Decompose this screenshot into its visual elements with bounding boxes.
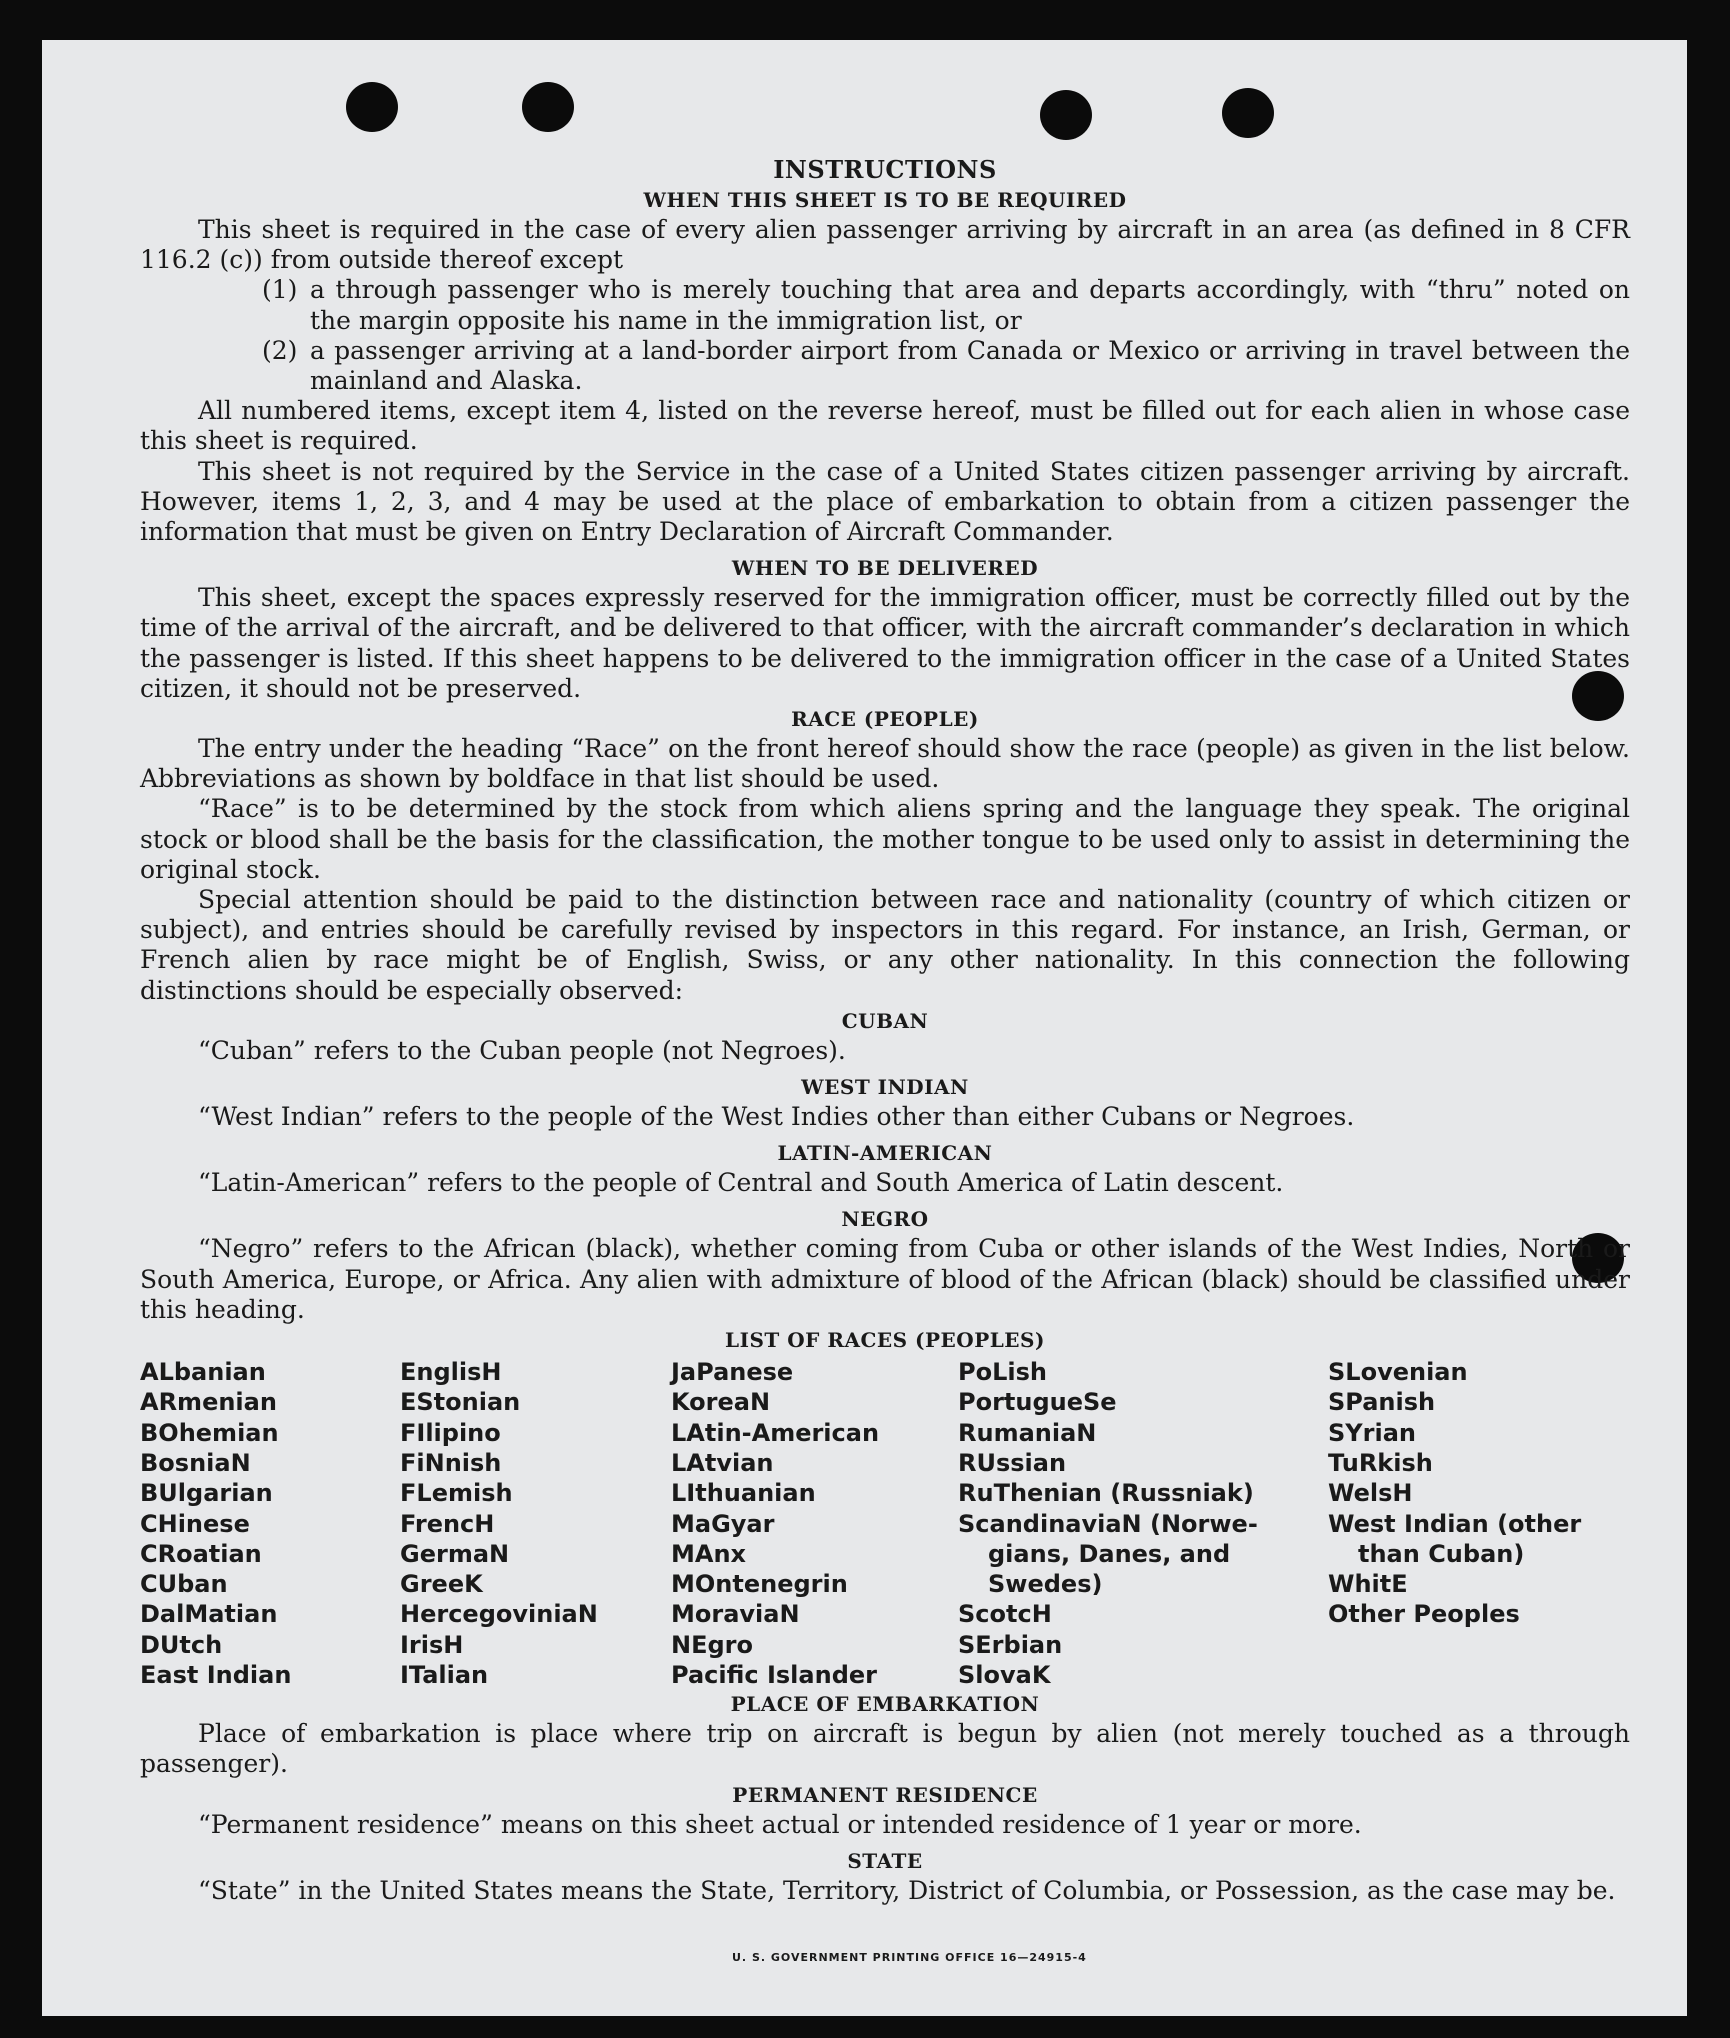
race-entry: SErbian	[958, 1630, 1063, 1659]
document-sheet	[42, 40, 1687, 2016]
section-heading-embarkation: PLACE OF EMBARKATION	[730, 1692, 1040, 1717]
race-entry: ScandinaviaN (Norwe-	[958, 1509, 1258, 1538]
race-entry: RuThenian (Russniak)	[958, 1479, 1254, 1508]
race-entry: RumaniaN	[958, 1418, 1097, 1447]
race-entry: MoraviaN	[671, 1600, 800, 1629]
races-column	[958, 1357, 1258, 1690]
race-entry: RUssian	[958, 1448, 1067, 1477]
race-entry: EnglisH	[400, 1358, 502, 1387]
race-entry: CRoatian	[140, 1539, 262, 1568]
race-entry: PoLish	[958, 1358, 1047, 1387]
race-entry: SLovenian	[1328, 1358, 1468, 1387]
race-entry: KoreaN	[671, 1388, 771, 1417]
race-paragraph: “Race” is to be determined by the stock from which aliens spring and the language they speak. The original stock or blood shall be the basis for the classification, the mother tongue to be used only to assist in determining the original stock.	[140, 794, 1630, 884]
punch-hole	[1222, 88, 1274, 138]
race-entry: LIthuanian	[671, 1479, 816, 1508]
race-entry: LAtvian	[671, 1448, 774, 1477]
item-number: (2)	[262, 335, 298, 365]
race-entry: FLemish	[400, 1479, 513, 1508]
races-column	[400, 1357, 598, 1690]
state-definition: “State” in the United States means the State, Territory, District of Columbia, or Possession, as the case may be.	[198, 1875, 1616, 1905]
race-entry: MAnx	[671, 1539, 747, 1568]
race-entry: Pacific Islander	[671, 1661, 877, 1690]
race-entry: FIlipino	[400, 1418, 501, 1447]
race-entry: DUtch	[140, 1630, 223, 1659]
race-entry: MOntenegrin	[671, 1570, 848, 1599]
race-entry: LAtin-American	[671, 1418, 880, 1447]
section-heading-latin-american: LATIN-AMERICAN	[777, 1141, 993, 1166]
section-heading-west-indian: WEST INDIAN	[801, 1075, 969, 1100]
races-list	[140, 1357, 1630, 1689]
race-entry: DalMatian	[140, 1600, 278, 1629]
race-entry: SYrian	[1328, 1418, 1417, 1447]
race-entry: WhitE	[1328, 1570, 1408, 1599]
punch-hole	[1040, 90, 1092, 140]
residence-definition: “Permanent residence” means on this sheet actual or intended residence of 1 year or more.	[198, 1809, 1362, 1839]
section-heading-negro: NEGRO	[841, 1207, 929, 1232]
section-heading-delivered: WHEN TO BE DELIVERED	[731, 556, 1039, 581]
race-entry: HercegoviniaN	[400, 1600, 598, 1629]
punch-hole	[522, 82, 574, 132]
race-entry: PortugueSe	[958, 1388, 1117, 1417]
race-entry: EStonian	[400, 1388, 521, 1417]
section-heading-cuban: CUBAN	[841, 1008, 929, 1033]
exception-item	[140, 275, 1630, 335]
race-entry: FrencH	[400, 1509, 495, 1538]
required-intro: This sheet is required in the case of every alien passenger arriving by aircraft in an area (as defined in 8 CFR 116.2 (c)) from outside thereof except	[140, 215, 1630, 275]
race-entry: FiNnish	[400, 1448, 502, 1477]
race-entry: SlovaK	[958, 1661, 1051, 1690]
race-entry: CHinese	[140, 1509, 250, 1538]
west-indian-definition: “West Indian” refers to the people of the West Indies other than either Cubans or Negroes.	[198, 1102, 1355, 1132]
race-entry: TuRkish	[1328, 1448, 1433, 1477]
race-entry: GermaN	[400, 1539, 510, 1568]
race-entry: West Indian (other	[1328, 1509, 1582, 1538]
race-entry: gians, Danes, and	[988, 1539, 1231, 1568]
section-heading-state: STATE	[847, 1848, 923, 1873]
section-heading-required: WHEN THIS SHEET IS TO BE REQUIRED	[643, 188, 1127, 212]
race-entry: SPanish	[1328, 1388, 1436, 1417]
race-entry: CUban	[140, 1570, 228, 1599]
race-entry: NEgro	[671, 1630, 753, 1659]
race-paragraph: Special attention should be paid to the distinction between race and nationality (country of which citizen or subject), and entries should be carefully revised by inspectors in this regard. For instance, an Irish, German, or French alien by race might be of English, Swiss, or any other nationality. In this connection the following distinctions should be especially observed:	[140, 885, 1630, 1005]
race-entry: BosniaN	[140, 1448, 251, 1477]
item-text: a passenger arriving at a land-border airport from Canada or Mexico or arriving in travel between the mainland and Alaska.	[310, 335, 1630, 396]
exception-item	[140, 336, 1630, 396]
section-heading-race: RACE (PEOPLE)	[791, 707, 979, 732]
item-number: (1)	[262, 275, 298, 305]
item-text: a through passenger who is merely touching that area and departs accordingly, with “thru” noted on the margin opposite his name in the immigration list, or	[310, 275, 1630, 335]
latin-american-definition: “Latin-American” refers to the people of Central and South America of Latin descent.	[198, 1168, 1284, 1198]
race-entry: Other Peoples	[1328, 1600, 1520, 1629]
races-column	[671, 1357, 879, 1690]
embarkation-definition: Place of embarkation is place where trip on aircraft is begun by alien (not merely touched as a through passenger).	[140, 1719, 1630, 1779]
races-column	[1328, 1357, 1581, 1630]
instructions-content	[140, 155, 1630, 1906]
race-entry: GreeK	[400, 1570, 483, 1599]
cuban-definition: “Cuban” refers to the Cuban people (not Negroes).	[198, 1035, 846, 1065]
page-title: INSTRUCTIONS	[773, 155, 997, 184]
delivered-paragraph: This sheet, except the spaces expressly reserved for the immigration officer, must be correctly filled out by the time of the arrival of the aircraft, and be delivered to that officer, with the aircraft commander’s declaration in which the passenger is listed. If this sheet happens to be delivered to the immigration officer in the case of a United States citizen, it should not be preserved.	[140, 583, 1630, 703]
section-heading-races-list: LIST OF RACES (PEOPLES)	[725, 1328, 1045, 1353]
race-entry: East Indian	[140, 1661, 292, 1690]
race-entry: ITalian	[400, 1661, 489, 1690]
race-entry: ARmenian	[140, 1388, 277, 1417]
negro-definition: “Negro” refers to the African (black), whether coming from Cuba or other islands of the West Indies, North or South America, Europe, or Africa. Any alien with admixture of blood of the African (black) should be classified under this heading.	[140, 1234, 1630, 1324]
citizen-paragraph: This sheet is not required by the Service in the case of a United States citizen passenger arriving by aircraft. However, items 1, 2, 3, and 4 may be used at the place of embarkation to obtain from a citizen passenger the information that must be given on Entry Declaration of Aircraft Commander.	[140, 456, 1630, 547]
punch-hole	[346, 82, 398, 132]
race-entry: JaPanese	[671, 1358, 794, 1387]
race-entry: BOhemian	[140, 1418, 279, 1447]
race-entry: MaGyar	[671, 1509, 775, 1538]
required-paragraph: All numbered items, except item 4, listed on the reverse hereof, must be filled out for each alien in whose case this sheet is required.	[140, 396, 1630, 456]
race-entry: ScotcH	[958, 1600, 1052, 1629]
printing-office-footer: U. S. GOVERNMENT PRINTING OFFICE 16—24915-4	[732, 1951, 1087, 1964]
race-entry: Swedes)	[988, 1570, 1103, 1599]
race-entry: IrisH	[400, 1630, 464, 1659]
race-entry: BUlgarian	[140, 1479, 273, 1508]
race-entry: ALbanian	[140, 1358, 266, 1387]
race-entry: than Cuban)	[1358, 1539, 1525, 1568]
races-column	[140, 1357, 291, 1690]
race-paragraph: The entry under the heading “Race” on the front hereof should show the race (people) as given in the list below. Abbreviations as shown by boldface in that list should be used.	[140, 734, 1630, 794]
race-entry: WelsH	[1328, 1479, 1413, 1508]
section-heading-residence: PERMANENT RESIDENCE	[732, 1782, 1038, 1807]
